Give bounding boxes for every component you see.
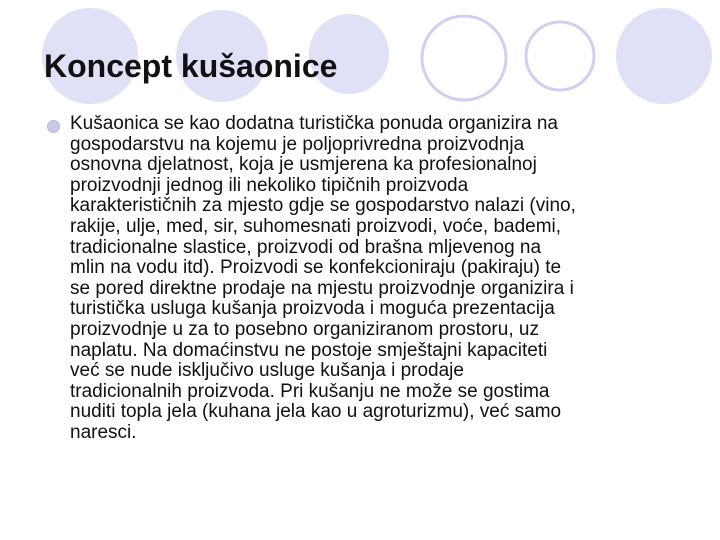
decor-circle-5 bbox=[526, 22, 594, 90]
slide-title: Koncept kušaonice bbox=[44, 48, 338, 84]
bullet-dot-icon bbox=[47, 120, 60, 133]
decor-circle-4 bbox=[422, 16, 506, 100]
decor-circle-6 bbox=[616, 8, 712, 104]
bullet-text: Kušaonica se kao dodatna turistička ponuda organizira na gospodarstvu na kojemu je poljoprivredna proizvodnja osnovna djelatnost, koja je usmjerena ka profesionalnoj proizvodnji jednog ili nekoliko tipičnih proizvoda karakterističnih za mjesto gdje se gospodarstvo nalazi (vino, rakije, ulje, med, sir, suhomesnati proizvodi, voće, bademi, tradicionalne slastice, proizvodi od brašna mljevenog na mlin na vodu itd). Proizvodi se konfekcioniraju (pakiraju) te se pored direktne prodaje na mjestu proizvodnje organizira i turistička usluga kušanja proizvoda i moguća prezentacija proizvodnje u za to posebno organiziranom prostoru, uz naplatu. Na domaćinstvu ne postoje smještajni kapaciteti već se nude isključivo usluge kušanja i prodaje tradicionalnih proizvoda. Pri kušanju ne može se gostima nuditi topla jela (kuhana jela kao u agroturizmu), već samo naresci. bbox=[70, 113, 576, 443]
